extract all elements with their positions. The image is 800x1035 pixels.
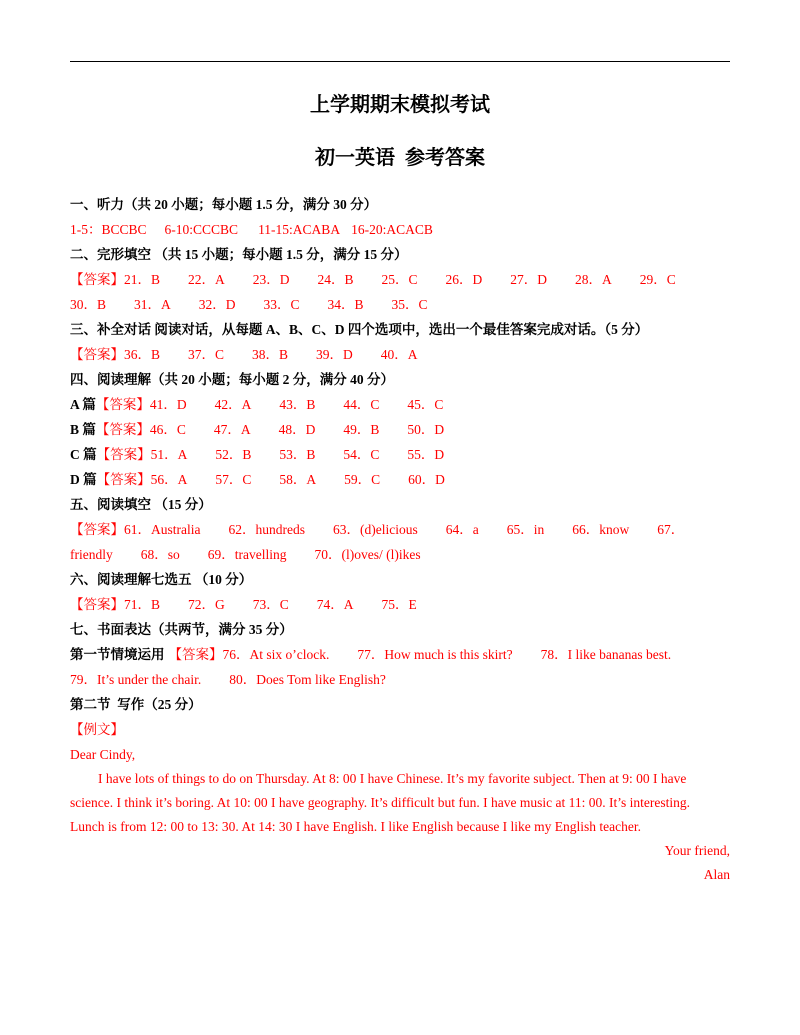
- answer-item: 6-10:CCCBC: [164, 222, 239, 237]
- answer-item: 50．D: [407, 422, 445, 437]
- answer-item: 38．B: [252, 347, 289, 362]
- letter-body-line: [70, 791, 730, 815]
- reading-passage-line: [70, 442, 730, 467]
- answer-item: 31．A: [134, 297, 171, 312]
- answer-tag: 【答案】: [96, 472, 151, 487]
- listening-heading-line: [70, 192, 730, 217]
- dialogue-heading-line: [70, 317, 730, 342]
- writing-section2-heading-line: [70, 692, 730, 717]
- answer-item: 69．travelling: [207, 547, 287, 562]
- answer-item: 37．C: [188, 347, 225, 362]
- answer-item: 75．E: [381, 597, 417, 612]
- answer-item: 23．D: [252, 272, 290, 287]
- answer-item: 27．D: [510, 272, 548, 287]
- passage-label: C 篇: [70, 447, 97, 462]
- seven-choose-five-answers-line: [70, 592, 730, 617]
- cloze-answers-line: [70, 267, 730, 292]
- answer-item: 54．C: [343, 447, 380, 462]
- gap-fill-answers-line: [70, 517, 730, 542]
- section-heading: 一、听力（共 20 小题；每小题 1.5 分，满分 30 分）: [70, 197, 378, 212]
- answer-tag: 【答案】: [168, 647, 223, 662]
- answer-item: 36．B: [124, 347, 161, 362]
- answer-item: 26．D: [445, 272, 483, 287]
- answer-item: 72．G: [188, 597, 225, 612]
- answer-item: 74．A: [316, 597, 354, 612]
- answer-item: 68．so: [140, 547, 180, 562]
- subsection-heading: 第二节 写作（25 分）: [70, 697, 202, 712]
- answer-item: 61．Australia: [124, 522, 201, 537]
- letter-greeting: Dear Cindy,: [70, 747, 136, 762]
- answer-item: 57．C: [215, 472, 252, 487]
- answer-item: 32．D: [198, 297, 236, 312]
- sample-tag: 【例文】: [70, 722, 124, 737]
- answer-content: [70, 192, 730, 887]
- answer-item: 65．in: [506, 522, 545, 537]
- dialogue-answers-line: [70, 342, 730, 367]
- answer-item: 70．(l)oves/ (l)ikes: [314, 547, 421, 562]
- answer-tag: 【答案】: [95, 397, 150, 412]
- answer-item: 29．C: [639, 272, 676, 287]
- cloze-answers-line: [70, 292, 730, 317]
- reading-passage-line: [70, 392, 730, 417]
- answer-tag: 【答案】: [70, 522, 124, 537]
- answer-item: 51．A: [150, 447, 188, 462]
- passage-label: D 篇: [70, 472, 97, 487]
- answer-item: 46．C: [149, 422, 186, 437]
- answer-item: 44．C: [343, 397, 380, 412]
- writing-heading-line: [70, 617, 730, 642]
- answer-item: 30．B: [70, 297, 107, 312]
- sample-tag-line: [70, 717, 730, 742]
- answer-item: 60．D: [408, 472, 445, 487]
- letter-signature-line: [70, 863, 730, 887]
- page-subtitle: 初一英语 参考答案: [315, 147, 485, 169]
- answer-item: 11-15:ACABA: [258, 222, 341, 237]
- answer-item: 22．A: [188, 272, 225, 287]
- answer-item: 25．C: [381, 272, 418, 287]
- answer-item: 47．A: [213, 422, 251, 437]
- answer-item: 48．D: [278, 422, 316, 437]
- letter-closing-line: [70, 839, 730, 863]
- section-heading: 二、完形填空 （共 15 小题；每小题 1.5 分，满分 15 分）: [70, 247, 408, 262]
- answer-item: 34．B: [327, 297, 364, 312]
- letter-body-line: [70, 815, 730, 839]
- letter-closing: Your friend,: [664, 843, 730, 858]
- answer-item: 43．B: [279, 397, 316, 412]
- answer-item: 1-5：BCCBC: [70, 222, 147, 237]
- answer-item: 16-20:ACACB: [351, 222, 433, 237]
- page-title: 上学期期末模拟考试: [310, 94, 490, 116]
- answer-item: 39．D: [316, 347, 353, 362]
- section-heading: 七、书面表达（共两节，满分 35 分）: [70, 622, 293, 637]
- answer-item: 45．C: [407, 397, 444, 412]
- gap-fill-heading-line: [70, 492, 730, 517]
- answer-item: 63．(d)elicious: [333, 522, 418, 537]
- answer-item: 33．C: [263, 297, 300, 312]
- answer-item: 58．A: [279, 472, 317, 487]
- answer-item: 62．hundreds: [228, 522, 305, 537]
- passage-label: A 篇: [70, 397, 96, 412]
- letter-text: I have lots of things to do on Thursday. At 8: 00 I have Chinese. It’s my favorite subject. Then at 9: 00 I have: [98, 771, 687, 786]
- seven-choose-five-heading-line: [70, 567, 730, 592]
- answer-tag: 【答案】: [96, 447, 151, 462]
- letter-signature: Alan: [703, 867, 730, 882]
- letter-body-line: [70, 767, 730, 791]
- answer-item: 79．It’s under the chair.: [70, 672, 202, 687]
- section-heading: 六、阅读理解七选五 （10 分）: [70, 572, 253, 587]
- reading-heading-line: [70, 367, 730, 392]
- passage-label: B 篇: [70, 422, 96, 437]
- reading-passage-line: [70, 417, 730, 442]
- answer-tag: 【答案】: [95, 422, 150, 437]
- answer-item: 55．D: [407, 447, 445, 462]
- header-rule: [70, 61, 730, 62]
- section-heading: 三、补全对话 阅读对话，从每题 A、B、C、D 四个选项中，选出一个最佳答案完成对话。（5 分）: [70, 322, 649, 337]
- answer-item: 24．B: [317, 272, 354, 287]
- writing-section1-line: [70, 642, 730, 667]
- answer-item: 35．C: [391, 297, 428, 312]
- answer-item: 28．A: [575, 272, 612, 287]
- answer-item: 49．B: [343, 422, 380, 437]
- answer-item: 76．At six o’clock.: [222, 647, 330, 662]
- writing-section1-line: [70, 667, 730, 692]
- section-heading: 五、阅读填空 （15 分）: [70, 497, 212, 512]
- answer-item: 80．Does Tom like English?: [229, 672, 386, 687]
- answer-item: 59．C: [344, 472, 381, 487]
- gap-fill-answers-line: [70, 542, 730, 567]
- listening-answers-line: [70, 217, 730, 242]
- answer-item: 42．A: [214, 397, 252, 412]
- answer-item: 21．B: [124, 272, 161, 287]
- answer-item: 40．A: [380, 347, 418, 362]
- letter-greeting-line: [70, 742, 730, 767]
- reading-passage-line: [70, 467, 730, 492]
- answer-item: 77．How much is this skirt?: [357, 647, 513, 662]
- answer-item: friendly: [70, 547, 113, 562]
- sample-letter: [70, 767, 730, 887]
- answer-tag: 【答案】: [70, 347, 124, 362]
- letter-text: Lunch is from 12: 00 to 13: 30. At 14: 30 I have English. I like English because I like my English teacher.: [70, 819, 642, 834]
- answer-item: 67．: [657, 522, 685, 537]
- cloze-heading-line: [70, 242, 730, 267]
- answer-item: 71．B: [124, 597, 161, 612]
- answer-tag: 【答案】: [70, 597, 124, 612]
- answer-item: 41．D: [149, 397, 187, 412]
- section-heading: 四、阅读理解（共 20 小题；每小题 2 分，满分 40 分）: [70, 372, 394, 387]
- answer-tag: 【答案】: [70, 272, 124, 287]
- answer-item: 64．a: [445, 522, 479, 537]
- answer-item: 66．know: [572, 522, 630, 537]
- answer-item: 73．C: [252, 597, 289, 612]
- answer-item: 56．A: [150, 472, 188, 487]
- answer-item: 78．I like bananas best.: [540, 647, 672, 662]
- answer-item: 52．B: [215, 447, 252, 462]
- answer-item: 53．B: [279, 447, 316, 462]
- subsection-label: 第一节情境运用: [70, 647, 165, 662]
- letter-text: science. I think it’s boring. At 10: 00 I have geography. It’s difficult but fun. I have music at 11: 00. It’s interesting.: [70, 795, 691, 810]
